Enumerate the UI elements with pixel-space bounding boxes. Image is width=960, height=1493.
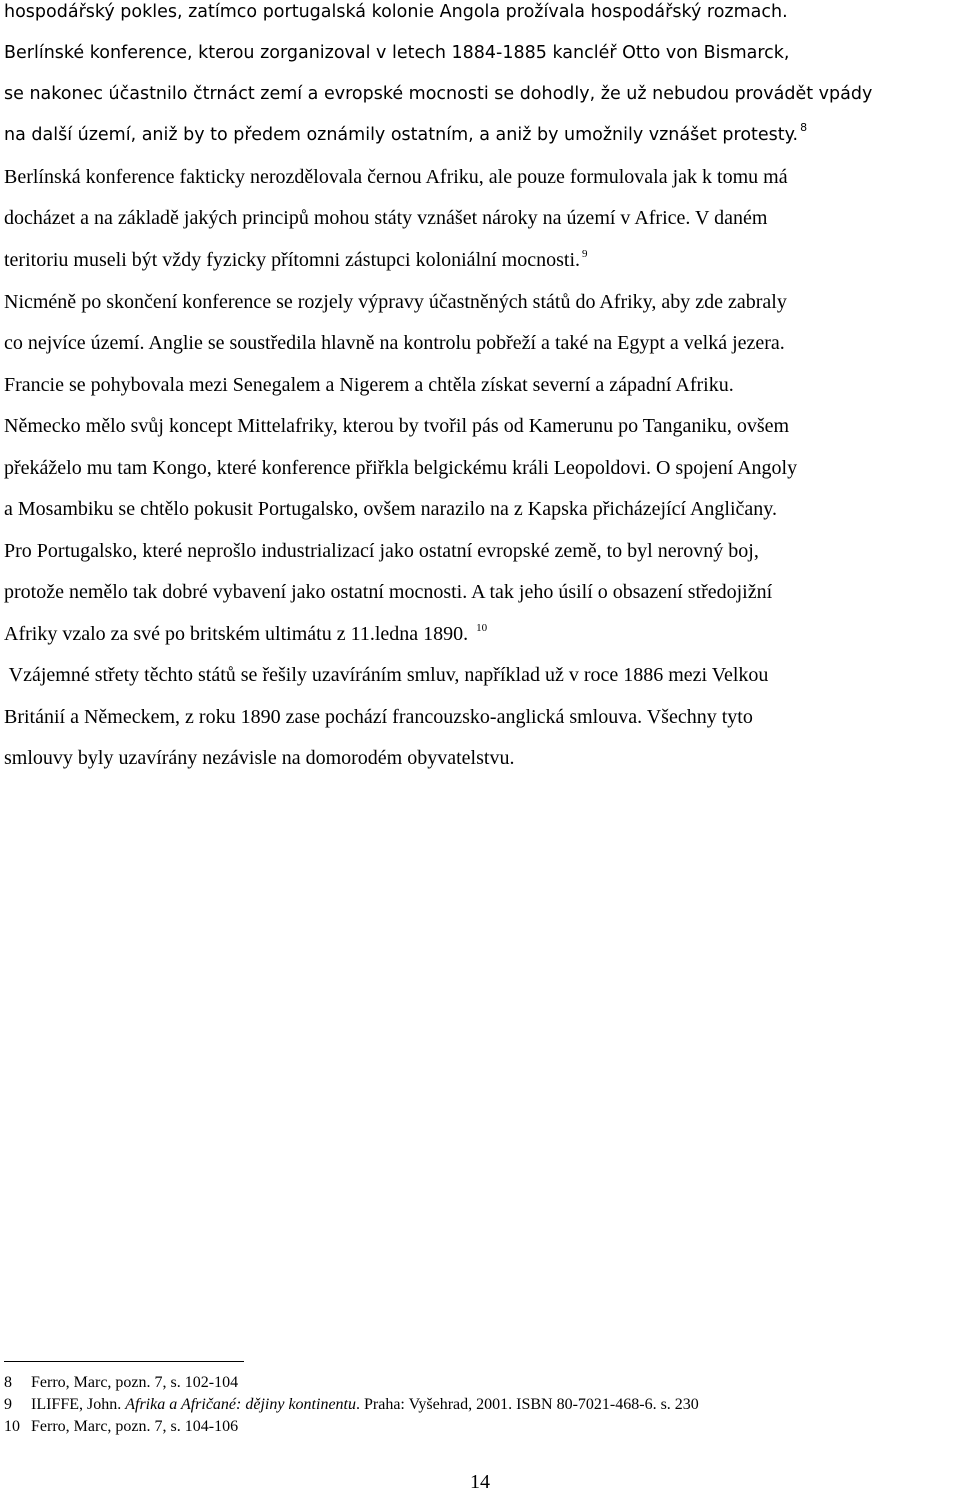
body-line-3 <box>4 82 872 106</box>
body-text: protože nemělo tak dobré vybavení jako ostatní mocnosti. A tak jeho úsilí o obsazení středojižní <box>4 581 773 603</box>
body-text: Británií a Německem, z roku 1890 zase pochází francouzsko-anglická smlouva. Všechny tyto <box>4 706 753 728</box>
body-line-4 <box>4 123 807 149</box>
body-line-9 <box>4 331 785 355</box>
body-text: Berlínské konference, kterou zorganizoval v letech 1884-1885 kancléř Otto von Bismarck, <box>4 43 790 63</box>
footnote-author: ILIFFE, John. <box>31 1396 126 1413</box>
body-line-16 <box>4 622 487 649</box>
footnote-ref-9: 9 <box>582 248 588 260</box>
body-text: a Mosambiku se chtělo pokusit Portugalsko, ovšem narazilo na z Kapska přicházející Angličany. <box>4 498 777 520</box>
body-line-6 <box>4 206 767 230</box>
body-text: smlouvy byly uzavírány nezávisle na domorodém obyvatelstvu. <box>4 747 515 769</box>
body-text: Nicméně po skončení konference se rozjely výpravy účastněných států do Afriky, aby zde zabraly <box>4 291 787 313</box>
body-text: co nejvíce území. Anglie se soustředila hlavně na kontrolu pobřeží a také na Egypt a velká jezera. <box>4 332 785 354</box>
footnote-ref-10: 10 <box>476 622 488 634</box>
body-line-1 <box>4 0 788 24</box>
body-line-2 <box>4 41 789 65</box>
body-line-8 <box>4 290 787 314</box>
footnote-ref-8: 8 <box>800 121 808 134</box>
footnote-text: Ferro, Marc, pozn. 7, s. 104-106 <box>31 1418 239 1435</box>
body-text: Berlínská konference fakticky nerozdělovala černou Afriku, ale pouze formulovala jak k tomu má <box>4 166 788 188</box>
body-text: docházet a na základě jakých principů mohou státy vznášet nároky na území v Africe. V daném <box>4 207 768 229</box>
body-text: na další území, aniž by to předem oznámily ostatním, a aniž by umožnily vznášet protesty. <box>4 125 799 145</box>
footnote-10 <box>4 1417 238 1437</box>
body-text: Německo mělo svůj koncept Mittelafriky, kterou by tvořil pás od Kamerunu po Tanganiku, ovšem <box>4 415 790 437</box>
body-text: hospodářský pokles, zatímco portugalská kolonie Angola prožívala hospodářský rozmach. <box>4 2 788 22</box>
body-line-14 <box>4 539 759 563</box>
footnote-9 <box>4 1395 699 1415</box>
footnote-number: 10 <box>4 1418 20 1435</box>
body-line-18 <box>4 705 753 729</box>
body-line-17 <box>4 663 768 687</box>
body-line-10 <box>4 373 734 397</box>
footnote-number: 8 <box>4 1374 12 1391</box>
footnote-8 <box>4 1373 238 1393</box>
body-text: Francie se pohybovala mezi Senegalem a Nigerem a chtěla získat severní a západní Afriku. <box>4 374 734 396</box>
footnote-text: Ferro, Marc, pozn. 7, s. 102-104 <box>31 1374 239 1391</box>
body-line-15 <box>4 580 772 604</box>
body-text: Vzájemné střety těchto států se řešily uzavíráním smluv, například už v roce 1886 mezi Velkou <box>4 664 769 686</box>
footnote-book-title: Afrika a Afričané: dějiny kontinentu <box>125 1396 356 1413</box>
body-text: Afriky vzalo za své po britském ultimátu z 11.ledna 1890. <box>4 623 469 645</box>
body-text: překáželo mu tam Kongo, které konference přiřkla belgickému králi Leopoldovi. O spojení Angoly <box>4 457 798 479</box>
footnote-number: 9 <box>4 1396 12 1413</box>
body-line-5 <box>4 165 788 189</box>
body-line-12 <box>4 456 797 480</box>
body-line-19 <box>4 746 514 770</box>
footnote-publication: . Praha: Vyšehrad, 2001. ISBN 80-7021-468-6. s. 230 <box>356 1396 699 1413</box>
page-number: 14 <box>470 1471 490 1493</box>
footnote-separator <box>4 1361 244 1362</box>
body-line-13 <box>4 497 777 521</box>
body-text: teritoriu museli být vždy fyzicky přítomni zástupci koloniální mocnosti. <box>4 249 581 271</box>
body-line-7 <box>4 248 588 275</box>
body-line-11 <box>4 414 789 438</box>
body-text: Pro Portugalsko, které neprošlo industrializací jako ostatní evropské země, to byl nerovný boj, <box>4 540 759 562</box>
body-text: se nakonec účastnilo čtrnáct zemí a evropské mocnosti se dohodly, že už nebudou provádět vpády <box>4 84 873 104</box>
